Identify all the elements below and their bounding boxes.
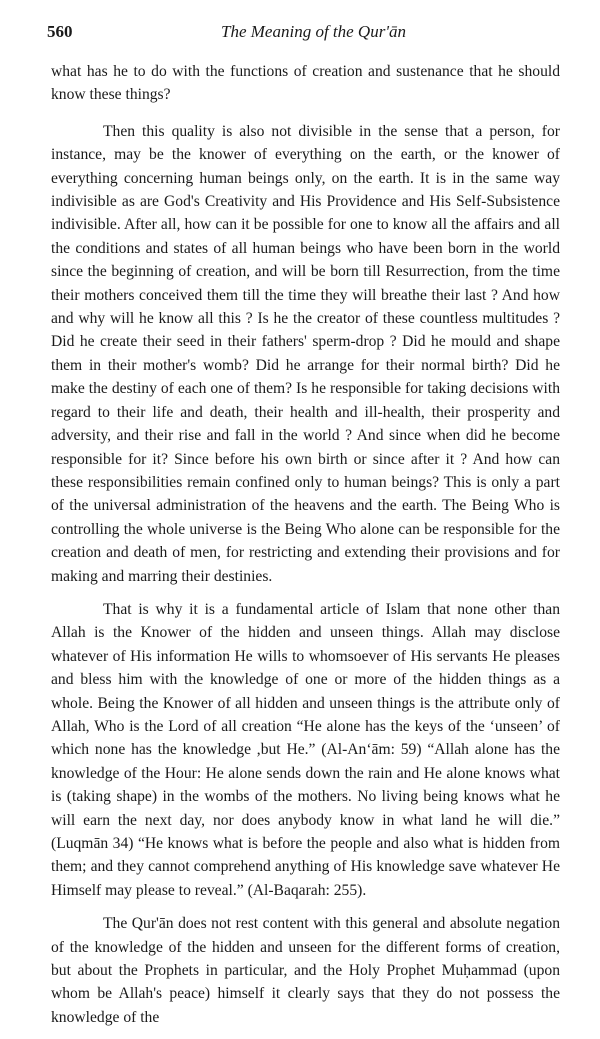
- body-text: [51, 60, 560, 1039]
- page-number: 560: [47, 22, 73, 41]
- paragraph-indivisibility: Then this quality is also not divisible in the sense that a person, for instance, may be the knower of everything on the earth, or the knower of everything concerning human beings only, on the earth. It is in the same way indivisible as are God's Creativity and His Providence and His Self-Subsistence indivisible. After all, how can it be possible for one to know all the affairs and all the conditions and states of all human beings who have been born in the world since the beginning of creation, and will be born till Resurrection, from the time their mothers conceived them till the time they will breathe their last ? And how and why will he know all this ? Is he the creator of these countless multitudes ? Did he create their seed in their fathers' sperm-drop ? Did he mould and shape them in their mother's womb? Did he arrange for their normal birth? Did he make the destiny of each one of them? Is he responsible for taking decisions with regard to their life and death, their health and ill-health, their prosperity and adversity, and their rise and fall in the world ? And since when did he become responsible for it? Since before his own birth or since after it ? And how can these responsibilities remain confined only to human beings? This is only a part of the universal administration of the heavens and the earth. The Being Who is controlling the whole universe is the Being Who alone can be responsible for the creation and death of men, for restricting and extending their provisions and for making and marring their destinies.: [51, 122, 560, 585]
- paragraph-prophets: The Qur'ān does not rest content with this general and absolute negation of the knowledge of the hidden and unseen for the different forms of creation, but about the Prophets in particular, and the Holy Prophet Muḥammad (upon whom be Allah's peace) himself it clearly says that they do not possess the knowledge of the: [51, 915, 560, 1026]
- page-header: [47, 22, 560, 46]
- running-title: The Meaning of the Qur'ān: [221, 22, 406, 41]
- paragraph-knower-of-unseen: That is why it is a fundamental article of Islam that none other than Allah is the Knower of the hidden and unseen things. Allah may disclose whatever of His information He wills to whomsoever of His servants He pleases and bless him with the knowledge of one or more of the hidden things as a whole. Being the Knower of all hidden and unseen things is the attribute only of Allah, Who is the Lord of all creation “He alone has the keys of the ‘unseen’ of which none has the knowledge ,but He.” (Al-An‘ām: 59) “Allah alone has the knowledge of the Hour: He alone sends down the rain and He alone knows what is (taking shape) in the wombs of the mothers. No living being knows what he will earn the next day, nor does anybody know in what land he will die.” (Luqmān 34) “He knows what is before the people and also what is hidden from them; and they cannot comprehend anything of His knowledge save whatever He Himself may please to reveal.” (Al-Baqarah: 255).: [51, 600, 560, 899]
- paragraph-continuation: what has he to do with the functions of creation and sustenance that he should know these things?: [51, 63, 560, 104]
